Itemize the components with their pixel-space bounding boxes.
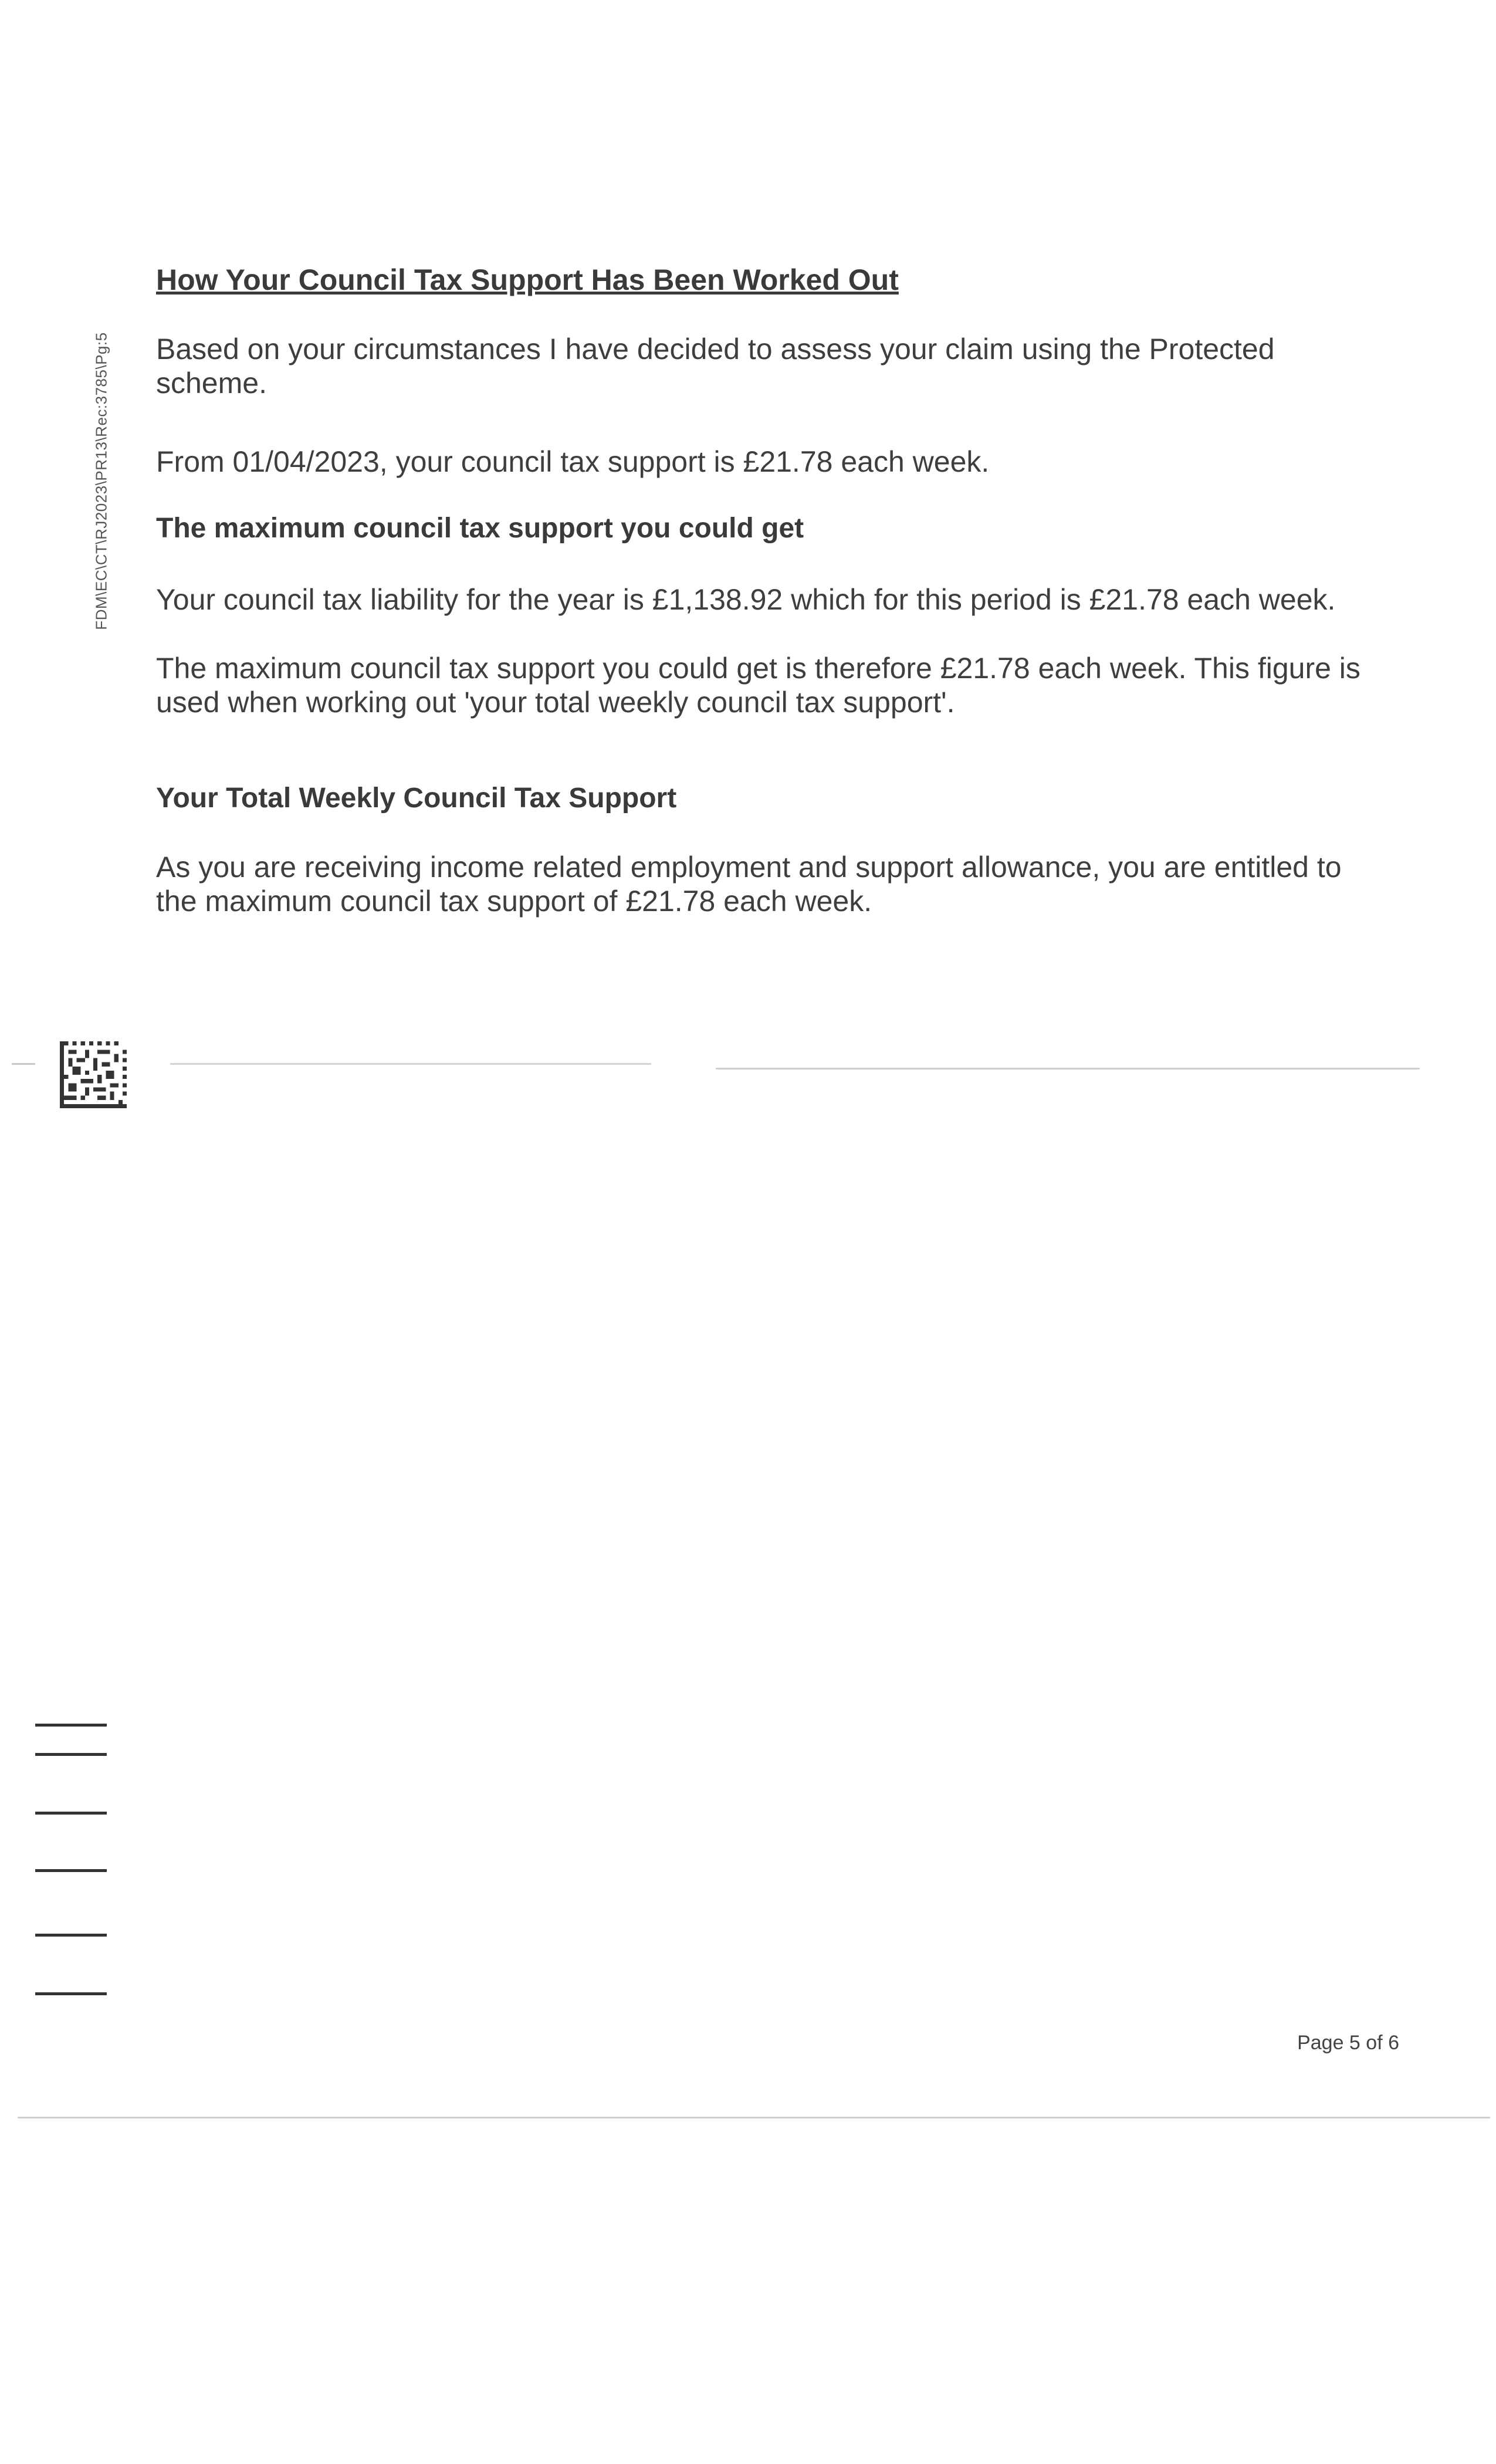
liability-paragraph: Your council tax liability for the year is £1,138.92 which for this period is £21.78 each week. <box>156 583 1336 616</box>
maximum-support-paragraph: The maximum council tax support you could get is therefore £21.78 each week. This figure is used when working out 'your total weekly council tax support'. <box>156 652 1360 719</box>
fold-tick-mark <box>35 1753 107 1756</box>
page-bottom-rule <box>18 2117 1490 2118</box>
entitlement-paragraph: As you are receiving income related employment and support allowance, you are entitled to the maximum council tax support of £21.78 each week. <box>156 851 1342 918</box>
fold-tick-mark <box>35 1724 107 1727</box>
fold-tick-mark <box>35 1992 107 1995</box>
scan-artifact-line <box>12 1063 35 1065</box>
scan-artifact-line <box>716 1068 1420 1069</box>
side-reference-code: FDM\EC\CT\RJ2023\PR13\Rec:3785\Pg:5 <box>92 332 110 630</box>
scheme-paragraph: Based on your circumstances I have decided to assess your claim using the Protected scheme. <box>156 333 1275 400</box>
fold-tick-mark <box>35 1869 107 1872</box>
maximum-support-heading: The maximum council tax support you could get <box>156 513 804 544</box>
scan-artifact-line <box>170 1063 651 1065</box>
section-title: How Your Council Tax Support Has Been Worked Out <box>156 263 899 296</box>
from-date-paragraph: From 01/04/2023, your council tax support is £21.78 each week. <box>156 445 990 478</box>
total-weekly-support-heading: Your Total Weekly Council Tax Support <box>156 783 677 814</box>
fold-tick-mark <box>35 1812 107 1815</box>
fold-tick-mark <box>35 1934 107 1937</box>
page-number: Page 5 of 6 <box>1297 2032 1399 2054</box>
datamatrix-barcode <box>60 1041 127 1108</box>
